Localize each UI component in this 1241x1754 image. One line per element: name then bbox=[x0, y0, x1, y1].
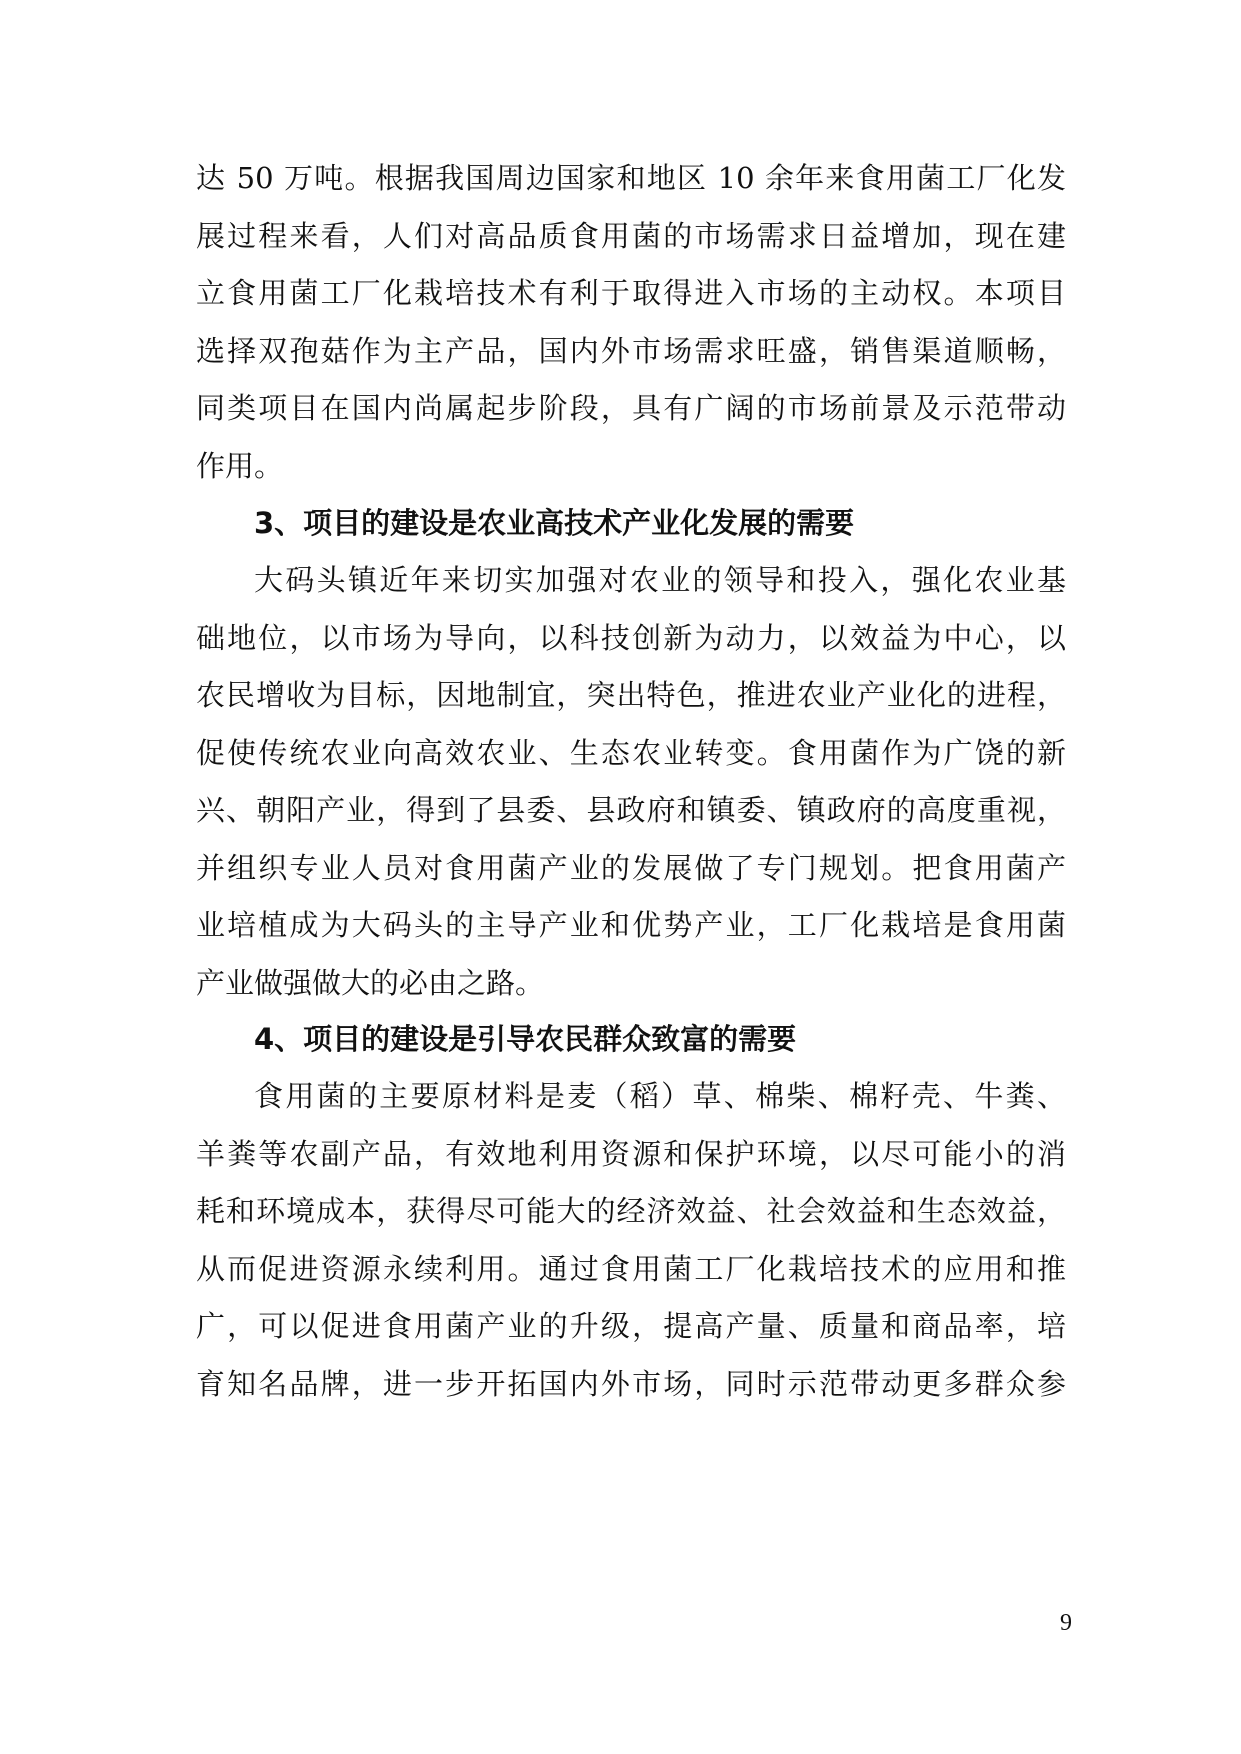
section-heading-4: 4、项目的建设是引导农民群众致富的需要 bbox=[254, 1022, 797, 1056]
text-line: 作用。 bbox=[196, 448, 284, 483]
text-line: 促使传统农业向高效农业、生态农业转变。食用菌作为广饶的新 bbox=[196, 735, 1066, 770]
text-line: 大码头镇近年来切实加强对农业的领导和投入，强化农业基 bbox=[254, 563, 1066, 597]
paragraph-4 bbox=[196, 1068, 1066, 1413]
text-line: 耗和环境成本，获得尽可能大的经济效益、社会效益和生态效益， bbox=[196, 1194, 1066, 1228]
text-line: 育知名品牌，进一步开拓国内外市场，同时示范带动更多群众参 bbox=[196, 1366, 1066, 1401]
text-line: 兴、朝阳产业，得到了县委、县政府和镇委、镇政府的高度重视， bbox=[196, 793, 1066, 827]
text-line: 选择双孢菇作为主产品，国内外市场需求旺盛，销售渠道顺畅， bbox=[196, 333, 1066, 368]
text-line: 从而促进资源永续利用。通过食用菌工厂化栽培技术的应用和推 bbox=[196, 1251, 1066, 1286]
text-line: 达 50 万吨。根据我国周边国家和地区 10 余年来食用菌工厂化发 bbox=[196, 161, 1066, 195]
text-line: 羊粪等农副产品，有效地利用资源和保护环境，以尽可能小的消 bbox=[196, 1136, 1066, 1171]
page-number: 9 bbox=[1060, 1610, 1072, 1636]
text-line: 同类项目在国内尚属起步阶段，具有广阔的市场前景及示范带动 bbox=[196, 391, 1066, 425]
section-heading-3: 3、项目的建设是农业高技术产业化发展的需要 bbox=[254, 506, 855, 540]
text-line: 础地位，以市场为导向，以科技创新为动力，以效益为中心，以 bbox=[196, 620, 1066, 655]
text-line: 广，可以促进食用菌产业的升级，提高产量、质量和商品率，培 bbox=[196, 1309, 1066, 1343]
paragraph-continued bbox=[196, 150, 1066, 495]
text-line: 业培植成为大码头的主导产业和优势产业，工厂化栽培是食用菌 bbox=[196, 908, 1066, 942]
text-line: 立食用菌工厂化栽培技术有利于取得进入市场的主动权。本项目 bbox=[196, 276, 1066, 310]
text-line: 食用菌的主要原材料是麦（稻）草、棉柴、棉籽壳、牛粪、 bbox=[254, 1079, 1066, 1113]
text-line: 并组织专业人员对食用菌产业的发展做了专门规划。把食用菌产 bbox=[196, 850, 1066, 885]
text-line: 展过程来看，人们对高品质食用菌的市场需求日益增加，现在建 bbox=[196, 218, 1066, 253]
text-line: 产业做强做大的必由之路。 bbox=[196, 965, 545, 1000]
paragraph-3 bbox=[196, 552, 1066, 1012]
text-line: 农民增收为目标，因地制宜，突出特色，推进农业产业化的进程， bbox=[196, 678, 1066, 712]
